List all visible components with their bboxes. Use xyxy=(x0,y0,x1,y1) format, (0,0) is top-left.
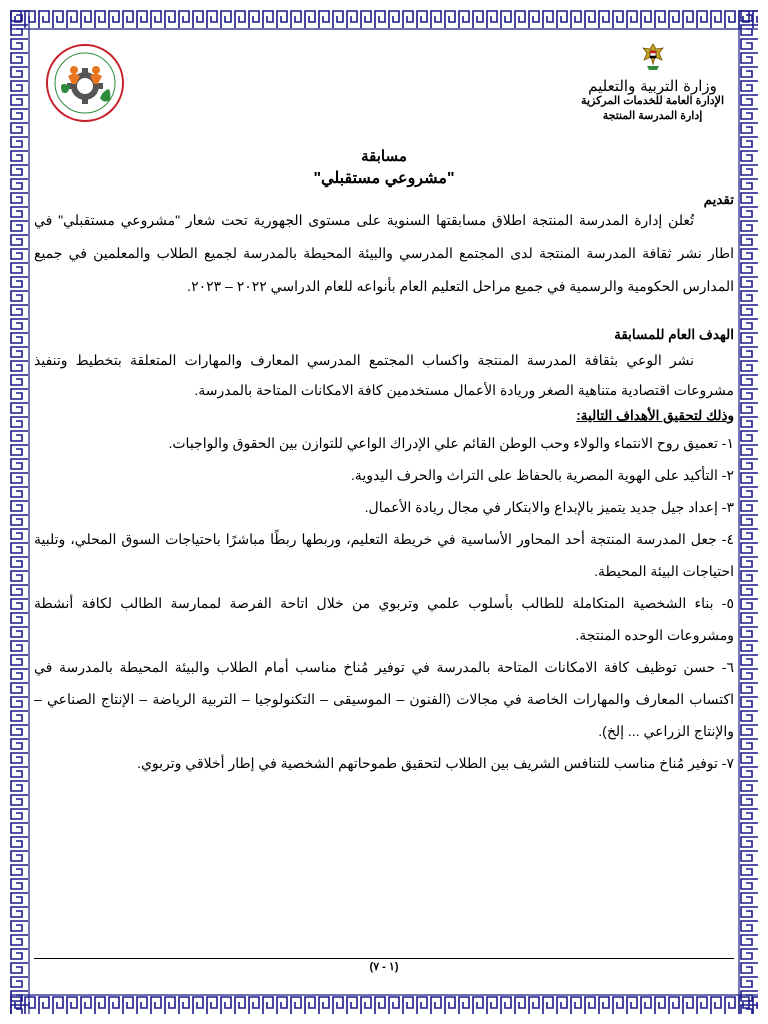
page-border-bottom xyxy=(10,994,758,1016)
objective-item: ٤- جعل المدرسة المنتجة أحد المحاور الأساسية في خريطة التعليم، وربطها ربطًا مباشرًا باحتياجات السوق المحلي، وتلبية احتياجات البيئة المحيطة. xyxy=(34,531,734,579)
department-line-1: الإدارة العامة للخدمات المركزية xyxy=(581,95,724,107)
goal-heading: الهدف العام للمسابقة xyxy=(614,327,734,342)
objective-item: ٥- بناء الشخصية المتكاملة للطالب بأسلوب علمي وتربوي من خلال اتاحة الفرصة لممارسة الطالب لكافة أنشطة ومشروعات الوحده المنتجة. xyxy=(34,595,734,643)
objectives-heading: وذلك لتحقيق الأهداف التالية: xyxy=(576,408,734,423)
department-line-2: إدارة المدرسة المنتجة xyxy=(602,110,703,122)
intro-section xyxy=(34,190,734,303)
objectives-section xyxy=(34,405,734,779)
page-border-right xyxy=(738,10,760,1014)
document-page xyxy=(34,32,734,990)
producing-school-logo xyxy=(44,42,126,124)
document-title xyxy=(34,146,734,190)
page-border-left xyxy=(8,10,30,1014)
objective-item: ١- تعميق روح الانتماء والولاء وحب الوطن القائم علي الإدراك الواعي للتوازن بين الحقوق والواجبات. xyxy=(168,435,734,451)
intro-heading: تقديم xyxy=(703,192,734,207)
title-line-2: "مشروعي مستقبلي" xyxy=(313,170,455,187)
objective-item: ٦- حسن توظيف كافة الامكانات المتاحة بالمدرسة في توفير مُناخ مناسب أمام الطلاب والبيئة المحيطة بالمدرسة في اكتساب المعارف والمهارات الخاصة في مجالات (الفنون – الموسيقى – التكنولوجيا – التربية الرياضة – الإنتاج الصناعي – والإنتاج الزراعي ... إلخ). xyxy=(34,659,734,739)
page-number: (١ - ٧) xyxy=(369,961,399,973)
eagle-emblem-icon xyxy=(639,42,667,72)
goal-paragraph: نشر الوعي بثقافة المدرسة المنتجة واكساب المجتمع المدرسي المعارف والمهارات المتعلقة بتخطيط وتنفيذ مشروعات اقتصادية متناهية الصغر وريادة الأعمال مستخدمين كافة الامكانات المتاحة بالمدرسة. xyxy=(34,352,734,398)
title-line-1: مسابقة xyxy=(361,148,407,165)
ministry-name: وزارة التربية والتعليم xyxy=(588,77,717,95)
goal-section xyxy=(34,325,734,405)
objectives-list xyxy=(34,427,734,779)
objective-item: ٧- توفير مُناخ مناسب للتنافس الشريف بين الطلاب لتحقيق طموحاتهم الشخصية في إطار أخلاقي وتربوي. xyxy=(137,755,734,771)
objective-item: ٣- إعداد جيل جديد يتميز بالإبداع والابتكار في مجال ريادة الأعمال. xyxy=(364,499,734,515)
ministry-block xyxy=(581,42,724,124)
document-header xyxy=(34,32,734,132)
objective-item: ٢- التأكيد على الهوية المصرية بالحفاظ على التراث والحرف اليدوية. xyxy=(350,467,734,483)
footer-divider xyxy=(34,958,734,959)
intro-paragraph: تُعلن إدارة المدرسة المنتجة اطلاق مسابقتها السنوية على مستوى الجهورية تحت شعار "مشروعي مستقبلي" في اطار نشر ثقافة المدرسة المنتجة لدى المجتمع المدرسي والبيئة المحيطة بالمدرسة لجميع الطلاب والمعلمين في جميع المدارس الحكومية والرسمية في جميع مراحل التعليم العام بأنواعه للعام الدراسي ٢٠٢٢ – ٢٠٢٣. xyxy=(34,212,734,294)
page-border-top xyxy=(10,8,758,30)
